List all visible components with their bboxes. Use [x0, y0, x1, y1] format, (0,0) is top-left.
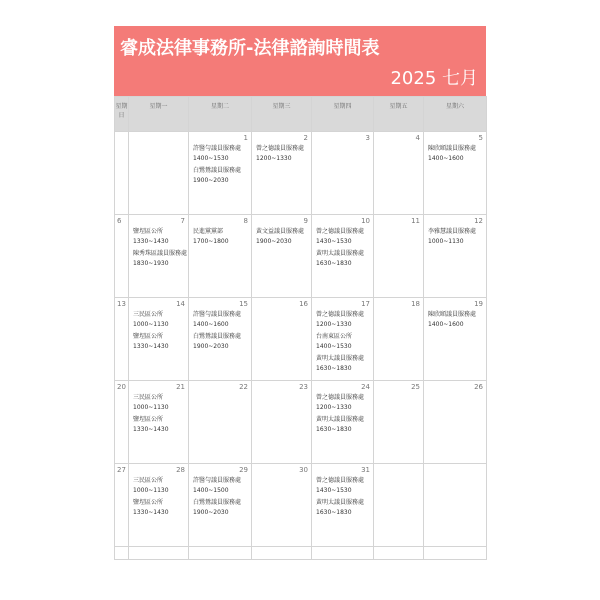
day-number: 30 — [299, 466, 308, 474]
day-cell[interactable] — [189, 381, 252, 464]
entry-location: 曾之德議員服務處 — [316, 394, 365, 401]
day-number: 11 — [411, 217, 420, 225]
day-cell[interactable] — [129, 464, 189, 547]
day-number — [374, 464, 423, 477]
entry-time: 1400~1530 — [193, 155, 229, 162]
day-number: 2 — [303, 134, 308, 142]
entry-location: 白鷺鷥議員服務處 — [193, 499, 242, 506]
weekday-header-row — [115, 97, 487, 132]
day-number: 1 — [243, 134, 248, 142]
day-cell[interactable] — [252, 215, 312, 298]
entry-time: 1000~1130 — [428, 238, 464, 245]
day-cell[interactable] — [129, 132, 189, 215]
day-cell[interactable] — [374, 298, 424, 381]
day-number: 19 — [474, 300, 483, 308]
consultation-entry[interactable] — [189, 143, 251, 165]
consultation-entry[interactable] — [312, 309, 373, 331]
entry-location: 陳秀珠區議員服務處 — [133, 250, 188, 257]
day-cell[interactable] — [189, 215, 252, 298]
day-number — [129, 132, 188, 145]
day-cell[interactable] — [129, 381, 189, 464]
page-title: 睿成法律事務所-法律諮詢時間表 — [120, 38, 380, 59]
entry-time: 1630~1830 — [316, 365, 352, 372]
consultation-entry[interactable] — [129, 392, 188, 414]
entry-location: 三民區公所 — [133, 477, 164, 484]
weekday-header: 星期三 — [252, 97, 312, 132]
entry-location: 白鷺鷥議員服務處 — [193, 333, 242, 340]
entry-time: 1400~1600 — [193, 321, 229, 328]
day-number: 17 — [361, 300, 370, 308]
week-number: 6 — [117, 217, 122, 225]
week-number: 13 — [117, 300, 126, 308]
week-number-cell — [115, 464, 129, 547]
day-number: 9 — [303, 217, 308, 225]
day-number: 25 — [411, 383, 420, 391]
entry-time: 1200~1330 — [316, 404, 352, 411]
consultation-entry[interactable] — [424, 226, 486, 248]
entry-time: 1900~2030 — [256, 238, 292, 245]
day-number: 31 — [361, 466, 370, 474]
day-cell[interactable] — [312, 215, 374, 298]
week-row — [115, 464, 487, 547]
entry-time: 1430~1530 — [316, 487, 352, 494]
day-cell[interactable] — [374, 381, 424, 464]
weekday-header: 星期日 — [115, 97, 129, 132]
calendar-sheet — [114, 26, 486, 556]
entry-time: 1900~2030 — [193, 177, 229, 184]
weekday-header: 星期六 — [424, 97, 487, 132]
consultation-entry[interactable] — [312, 331, 373, 353]
consultation-entry[interactable] — [424, 309, 486, 331]
day-number: 4 — [415, 134, 420, 142]
entry-location: 李雅慧議員服務處 — [428, 228, 477, 235]
consultation-entry[interactable] — [129, 248, 188, 270]
entry-location: 鹽埕區公所 — [133, 499, 164, 506]
consultation-entry[interactable] — [189, 497, 251, 519]
entry-location: 黃明太議員服務處 — [316, 250, 365, 257]
day-number: 8 — [243, 217, 248, 225]
week-number-cell — [115, 381, 129, 464]
entry-location: 許醫勻議員服務處 — [193, 145, 242, 152]
day-number: 29 — [239, 466, 248, 474]
day-number: 15 — [239, 300, 248, 308]
week-number-cell — [115, 298, 129, 381]
entry-time: 1400~1530 — [316, 343, 352, 350]
entry-time: 1630~1830 — [316, 509, 352, 516]
entry-time: 1200~1330 — [256, 155, 292, 162]
entry-location: 白鷺鷥議員服務處 — [193, 167, 242, 174]
day-cell[interactable] — [252, 132, 312, 215]
day-cell[interactable] — [189, 464, 252, 547]
entry-location: 曾之德議員服務處 — [316, 228, 365, 235]
weekday-header: 星期四 — [312, 97, 374, 132]
consultation-entry[interactable] — [129, 497, 188, 519]
entry-location: 黃明太議員服務處 — [316, 355, 365, 362]
empty-cell — [129, 547, 189, 560]
consultation-entry[interactable] — [189, 165, 251, 187]
consultation-entry[interactable] — [189, 226, 251, 248]
entry-location: 曾之德議員服務處 — [256, 145, 305, 152]
day-cell[interactable] — [312, 132, 374, 215]
calendar-grid — [114, 96, 487, 560]
consultation-entry[interactable] — [189, 475, 251, 497]
consultation-entry[interactable] — [312, 475, 373, 497]
empty-cell — [374, 547, 424, 560]
consultation-entry[interactable] — [424, 143, 486, 165]
day-number: 22 — [239, 383, 248, 391]
day-cell[interactable] — [252, 464, 312, 547]
week-row — [115, 215, 487, 298]
week-number: 27 — [117, 466, 126, 474]
entry-location: 台南東區公所 — [316, 333, 353, 340]
consultation-entry[interactable] — [312, 414, 373, 436]
empty-cell — [115, 547, 129, 560]
day-cell[interactable] — [129, 298, 189, 381]
day-number: 21 — [176, 383, 185, 391]
consultation-entry[interactable] — [312, 353, 373, 375]
day-number: 28 — [176, 466, 185, 474]
consultation-entry[interactable] — [189, 331, 251, 353]
entry-location: 黃明太議員服務處 — [316, 499, 365, 506]
consultation-entry[interactable] — [252, 226, 311, 248]
entry-time: 1400~1600 — [428, 155, 464, 162]
consultation-entry[interactable] — [129, 309, 188, 331]
day-cell[interactable] — [374, 215, 424, 298]
day-cell[interactable] — [312, 381, 374, 464]
day-number: 7 — [180, 217, 185, 225]
entry-location: 黃文益議員服務處 — [256, 228, 305, 235]
day-cell[interactable] — [424, 381, 487, 464]
day-number: 23 — [299, 383, 308, 391]
entry-time: 1830~1930 — [133, 260, 169, 267]
entry-location: 民進黨黨部 — [193, 228, 224, 235]
consultation-entry[interactable] — [312, 226, 373, 248]
entry-location: 許醫勻議員服務處 — [193, 311, 242, 318]
day-number: 5 — [478, 134, 483, 142]
empty-cell — [189, 547, 252, 560]
entry-location: 曾之德議員服務處 — [316, 477, 365, 484]
week-row — [115, 298, 487, 381]
empty-cell — [424, 547, 487, 560]
day-number: 24 — [361, 383, 370, 391]
day-number — [424, 464, 486, 477]
weekday-header: 星期一 — [129, 97, 189, 132]
day-cell[interactable] — [424, 298, 487, 381]
entry-time: 1630~1830 — [316, 260, 352, 267]
month-label: 2025 七月 — [390, 68, 478, 89]
empty-week-row — [115, 547, 487, 560]
day-cell[interactable] — [374, 464, 424, 547]
day-cell[interactable] — [424, 215, 487, 298]
day-number: 18 — [411, 300, 420, 308]
day-cell[interactable] — [129, 215, 189, 298]
entry-time: 1330~1430 — [133, 343, 169, 350]
day-cell[interactable] — [374, 132, 424, 215]
day-number: 3 — [365, 134, 370, 142]
day-cell[interactable] — [252, 298, 312, 381]
consultation-entry[interactable] — [129, 226, 188, 248]
consultation-entry[interactable] — [312, 248, 373, 270]
entry-time: 1000~1130 — [133, 321, 169, 328]
week-number: 20 — [117, 383, 126, 391]
empty-cell — [312, 547, 374, 560]
day-number: 16 — [299, 300, 308, 308]
entry-location: 陳欣頤議員服務處 — [428, 145, 477, 152]
entry-time: 1900~2030 — [193, 509, 229, 516]
empty-cell — [252, 547, 312, 560]
week-number-cell — [115, 132, 129, 215]
entry-location: 曾之德議員服務處 — [316, 311, 365, 318]
entry-time: 1000~1130 — [133, 487, 169, 494]
entry-location: 許醫勻議員服務處 — [193, 477, 242, 484]
weekday-header: 星期二 — [189, 97, 252, 132]
entry-time: 1330~1430 — [133, 509, 169, 516]
day-number: 12 — [474, 217, 483, 225]
entry-time: 1700~1800 — [193, 238, 229, 245]
day-number: 14 — [176, 300, 185, 308]
entry-location: 三民區公所 — [133, 311, 164, 318]
weekday-header: 星期五 — [374, 97, 424, 132]
day-number: 10 — [361, 217, 370, 225]
entry-time: 1400~1600 — [428, 321, 464, 328]
entry-time: 1630~1830 — [316, 426, 352, 433]
entry-location: 黃明太議員服務處 — [316, 416, 365, 423]
day-number: 26 — [474, 383, 483, 391]
day-cell[interactable] — [424, 464, 487, 547]
entry-time: 1000~1130 — [133, 404, 169, 411]
entry-time: 1200~1330 — [316, 321, 352, 328]
consultation-entry[interactable] — [189, 309, 251, 331]
day-cell[interactable] — [312, 298, 374, 381]
entry-time: 1330~1430 — [133, 426, 169, 433]
consultation-entry[interactable] — [129, 414, 188, 436]
day-cell[interactable] — [189, 132, 252, 215]
entry-time: 1900~2030 — [193, 343, 229, 350]
week-row — [115, 381, 487, 464]
consultation-entry[interactable] — [312, 497, 373, 519]
entry-location: 三民區公所 — [133, 394, 164, 401]
entry-location: 鹽埕區公所 — [133, 416, 164, 423]
entry-time: 1400~1500 — [193, 487, 229, 494]
consultation-entry[interactable] — [129, 475, 188, 497]
consultation-entry[interactable] — [129, 331, 188, 353]
week-row — [115, 132, 487, 215]
entry-location: 鹽埕區公所 — [133, 228, 164, 235]
day-cell[interactable] — [424, 132, 487, 215]
entry-location: 陳欣頤議員服務處 — [428, 311, 477, 318]
week-number — [115, 132, 128, 135]
entry-time: 1330~1430 — [133, 238, 169, 245]
entry-time: 1430~1530 — [316, 238, 352, 245]
calendar-header — [114, 26, 486, 96]
entry-location: 鹽埕區公所 — [133, 333, 164, 340]
day-cell[interactable] — [252, 381, 312, 464]
consultation-entry[interactable] — [252, 143, 311, 165]
consultation-entry[interactable] — [312, 392, 373, 414]
week-number-cell — [115, 215, 129, 298]
day-cell[interactable] — [312, 464, 374, 547]
day-cell[interactable] — [189, 298, 252, 381]
